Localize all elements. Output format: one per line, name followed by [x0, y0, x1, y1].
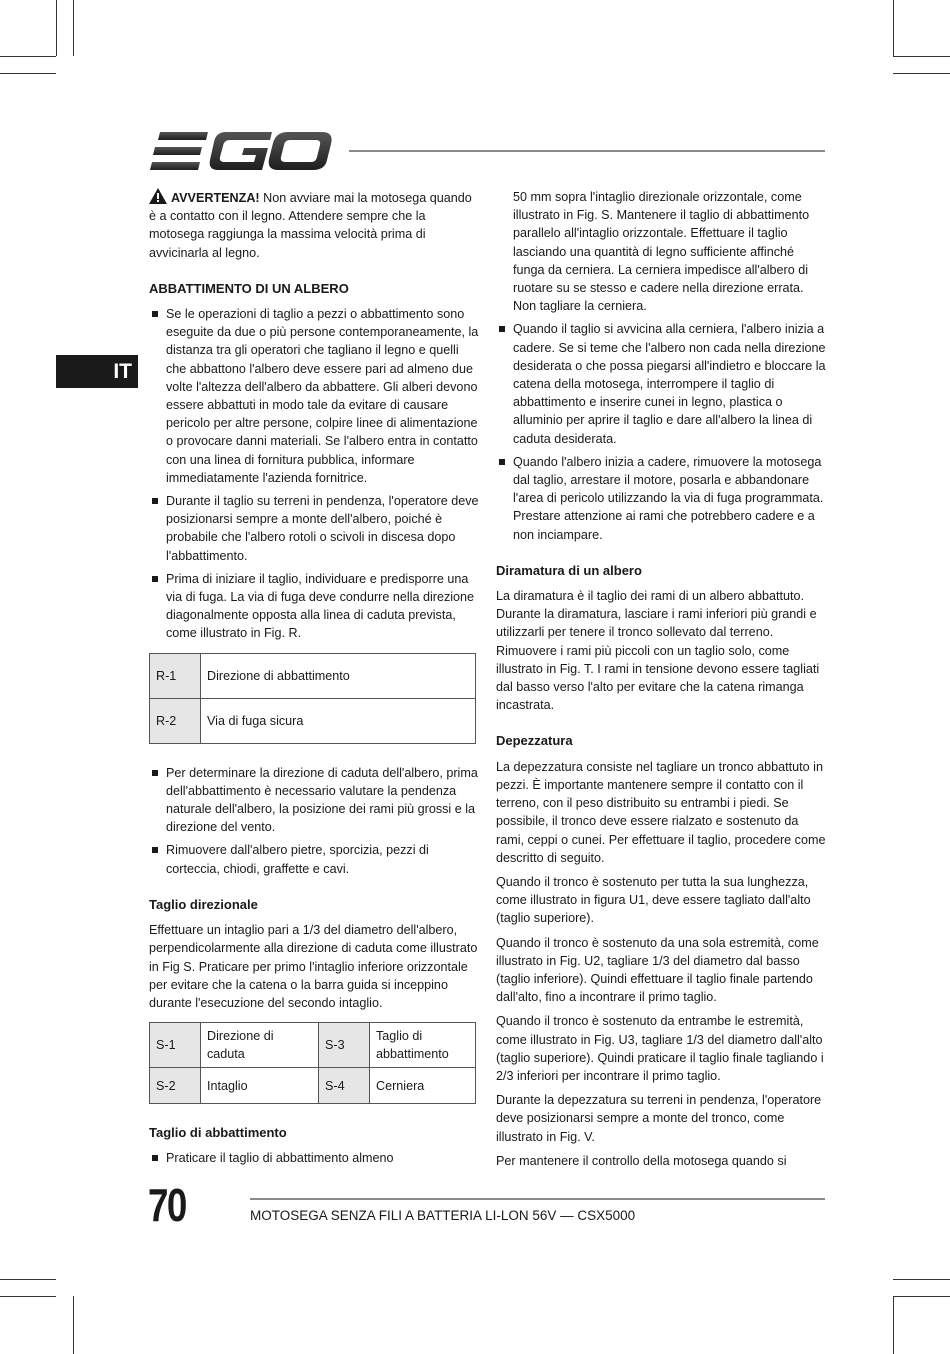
table-row: [150, 1068, 476, 1104]
felling-list-2: [149, 764, 479, 878]
warning-triangle-icon: [149, 188, 167, 204]
table-r: [149, 653, 476, 744]
crop-mark: [893, 1296, 894, 1354]
bucking-paragraph: Quando il tronco è sostenuto da entrambe le estremità, come illustrato in Fig. U3, tagliare 1/3 del diametro dall'alto (taglio superiore). Quindi praticare il taglio finale tagliando i 2/3 inferiori per incontrare il primo taglio.: [496, 1014, 824, 1083]
table-cell-label: Via di fuga sicura: [201, 698, 476, 743]
crop-mark: [73, 1296, 74, 1354]
crop-mark: [0, 1279, 56, 1280]
notch-paragraph: Effettuare un intaglio pari a 1/3 del diametro dell'albero, perpendicolarmente alla direzione di caduta come illustrato in Fig S. Praticare per primo l'intaglio inferiore orizzontale per evitare che la catena o la barra guida si inceppino durante l'esecuzione del secondo intaglio.: [149, 923, 478, 1010]
table-cell-label: Intaglio: [201, 1068, 319, 1104]
table-cell-code: R-1: [150, 653, 201, 698]
notch-heading: Taglio direzionale: [149, 896, 258, 912]
crop-mark: [73, 0, 74, 56]
bucking-paragraph: Per mantenere il controllo della motosega quando si: [496, 1153, 787, 1168]
list-item: Durante il taglio su terreni in pendenza, l'operatore deve posizionarsi sempre a monte dell'albero, poiché è probabile che l'albero rotoli o scivoli in discesa dopo l'abbattimento.: [149, 492, 479, 565]
footer-rule: [250, 1198, 825, 1200]
bucking-paragraph: Durante la depezzatura su terreni in pendenza, l'operatore deve posizionarsi sempre a monte del tronco, come illustrato in Fig. V.: [496, 1093, 822, 1144]
table-cell-code: S-3: [319, 1023, 370, 1068]
felling-heading: ABBATTIMENTO DI UN ALBERO: [149, 280, 349, 296]
warning-text: Non avviare mai la motosega quando è a contatto con il legno. Attendere sempre che la motosega raggiunga la massima velocità prima di avvicinarla al legno.: [149, 191, 472, 260]
crop-mark: [56, 0, 57, 56]
back-cut-list: [149, 1149, 479, 1167]
table-cell-label: Direzione di abbattimento: [201, 653, 476, 698]
warning-title: AVVERTENZA!: [171, 191, 260, 205]
table-row: [150, 1023, 476, 1068]
list-item: Rimuovere dall'albero pietre, sporcizia, pezzi di corteccia, chiodi, graffette e cavi.: [149, 841, 479, 877]
list-item: Per determinare la direzione di caduta dell'albero, prima dell'abbattimento è necessario valutare la pendenza naturale dell'albero, la posizione dei rami più grossi e la direzione del vento.: [149, 764, 479, 837]
crop-mark: [0, 1296, 56, 1297]
felling-list: [149, 305, 479, 643]
table-cell-code: S-1: [150, 1023, 201, 1068]
list-item: Se le operazioni di taglio a pezzi o abbattimento sono eseguite da due o più persone contemporaneamente, la distanza tra gli operatori che tagliano il legno e quelli che abbattono l'albero deve essere pari ad almeno due volte l'altezza dell'albero da abbattere. Gli alberi devono essere abbattuti in modo tale da evitare di causare pericolo per altre persone, colpire linee di alimentazione o provocare danni materiali. Se l'albero entra in contatto con una linea di fornitura pubblica, informare immediatamente l'azienda fornitrice.: [149, 305, 479, 487]
table-cell-label: Cerniera: [370, 1068, 476, 1104]
limbing-paragraph: La diramatura è il taglio dei rami di un albero abbattuto. Durante la diramatura, lasciare i rami inferiori più grandi e utilizzarli per tenere il tronco sollevato dal terreno. Rimuovere i rami più piccoli con un taglio solo, come illustrato in Fig. T. I rami in tensione devono essere tagliati dal basso verso l'alto per evitare che la catena rimanga incastrata.: [496, 589, 820, 713]
back-cut-heading: Taglio di abbattimento: [149, 1125, 287, 1141]
crop-mark: [893, 1296, 950, 1297]
table-cell-code: S-2: [150, 1068, 201, 1104]
bucking-paragraph: Quando il tronco è sostenuto per tutta la sua lunghezza, come illustrato in figura U1, deve essere tagliato dall'alto (taglio superiore).: [496, 874, 811, 926]
footer-product-title: MOTOSEGA SENZA FILI A BATTERIA LI-LON 56V — CSX5000: [250, 1208, 636, 1223]
table-cell-code: S-4: [319, 1068, 370, 1104]
crop-mark: [893, 0, 894, 56]
right-column: [496, 188, 826, 1176]
table-cell-label: Taglio di abbattimento: [370, 1023, 476, 1068]
language-tab: IT: [56, 355, 138, 388]
list-item: Praticare il taglio di abbattimento almeno: [149, 1149, 479, 1167]
crop-mark: [893, 1279, 950, 1280]
header-rule: [349, 150, 825, 152]
bucking-paragraph: La depezzatura consiste nel tagliare un tronco abbattuto in pezzi. È importante mantenere sempre il contatto con il terreno, con il peso distribuito su entrambi i piedi. Se possibile, il tronco deve essere rialzato e sostenuto da rami, ceppi o cunei. Per effettuare il taglio, procedere come descritto di seguito.: [496, 759, 826, 865]
page-number: 70: [148, 1179, 186, 1231]
warning-paragraph: [149, 188, 479, 262]
left-column: [149, 188, 479, 1174]
crop-mark: [893, 56, 950, 57]
table-row: [150, 698, 476, 743]
back-cut-list-continued: [496, 188, 826, 544]
table-cell-label: Direzione di caduta: [201, 1023, 319, 1068]
table-row: [150, 653, 476, 698]
limbing-heading: Diramatura di un albero: [496, 562, 642, 578]
table-cell-code: R-2: [150, 698, 201, 743]
crop-mark: [0, 56, 56, 57]
bucking-heading: Depezzatura: [496, 733, 573, 749]
list-item: Quando l'albero inizia a cadere, rimuovere la motosega dal taglio, arrestare il motore, posarla e abbandonare l'area di pericolo utilizzando la via di fuga programmata. Prestare attenzione ai rami che potrebbero cadere e a non inciampare.: [496, 453, 826, 544]
ego-logo: [150, 130, 332, 172]
list-item: Quando il taglio si avvicina alla cerniera, l'albero inizia a cadere. Se si teme che l'albero non cada nella direzione desiderata o che possa piegarsi all'indietro e bloccare la catena della motosega, interrompere il taglio di abbattimento e inserire cunei in legno, plastica o alluminio per aprire il taglio e dare all'albero la linea di caduta desiderata.: [496, 320, 826, 447]
list-item: Prima di iniziare il taglio, individuare e predisporre una via di fuga. La via di fuga deve condurre nella direzione diagonalmente opposta alla linea di caduta prevista, come illustrato in Fig. R.: [149, 570, 479, 643]
crop-mark: [0, 73, 56, 74]
crop-mark: [893, 73, 950, 74]
list-item-continued: 50 mm sopra l'intaglio direzionale orizzontale, come illustrato in Fig. S. Mantenere il taglio di abbattimento parallelo all'intaglio orizzontale. Effettuare il taglio lasciando una quantità di legno sufficiente affinché funga da cerniera. La cerniera impedisce all'albero di ruotare su se stesso e cadere nella direzione errata. Non tagliare la cerniera.: [513, 190, 810, 314]
table-s: [149, 1022, 476, 1104]
bucking-paragraph: Quando il tronco è sostenuto da una sola estremità, come illustrato in Fig. U2, tagliare 1/3 del diametro dal basso (taglio inferiore). Quindi effettuare il taglio finale partendo dall'alto, fino a incontrare il primo taglio.: [496, 935, 819, 1005]
